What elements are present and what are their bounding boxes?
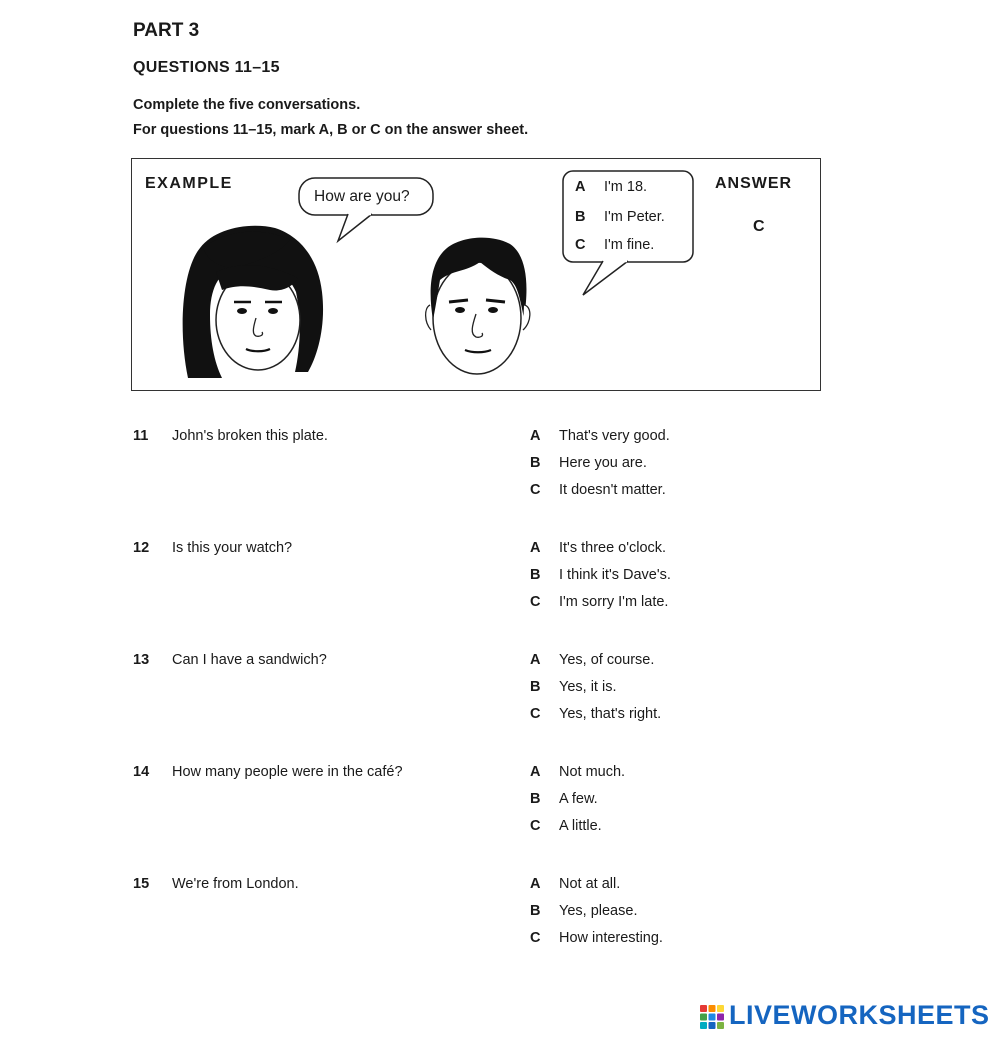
option-letter: A (530, 428, 541, 444)
q14-option-a[interactable] (530, 764, 625, 780)
option-letter: B (530, 567, 541, 583)
woman-face-illustration (183, 226, 323, 378)
option-text: Yes, of course. (559, 652, 655, 668)
option-letter: B (530, 791, 541, 807)
option-letter: B (530, 903, 541, 919)
q13-option-a[interactable] (530, 652, 654, 668)
q11-option-b[interactable] (530, 455, 647, 471)
q13-option-c[interactable] (530, 706, 661, 722)
question-number-13: 13 (133, 652, 150, 668)
example-label: EXAMPLE (145, 175, 233, 192)
option-letter: C (530, 818, 541, 834)
q15-option-b[interactable] (530, 903, 637, 919)
option-letter: A (530, 652, 541, 668)
q11-option-a[interactable] (530, 428, 670, 444)
q12-option-b[interactable] (530, 567, 671, 583)
option-text: That's very good. (559, 428, 670, 444)
option-letter: B (530, 455, 541, 471)
question-text-14: How many people were in the café? (172, 764, 403, 780)
question-number-12: 12 (133, 540, 150, 556)
q14-option-b[interactable] (530, 791, 598, 807)
option-text: Yes, that's right. (559, 706, 662, 722)
question-text-11: John's broken this plate. (172, 428, 328, 444)
option-letter: C (530, 482, 541, 498)
option-text: I think it's Dave's. (559, 567, 671, 583)
option-text: Yes, it is. (559, 679, 617, 695)
example-option-b (575, 209, 665, 225)
option-letter: A (530, 876, 541, 892)
option-letter: C (530, 930, 541, 946)
q12-option-a[interactable] (530, 540, 666, 556)
q12-option-c[interactable] (530, 594, 668, 610)
option-letter: A (530, 764, 541, 780)
example-illustration (0, 0, 1000, 400)
option-text: Here you are. (559, 455, 647, 471)
question-number-11: 11 (133, 428, 149, 444)
option-text: I'm sorry I'm late. (559, 594, 669, 610)
q15-option-a[interactable] (530, 876, 620, 892)
option-letter: C (530, 594, 541, 610)
q11-option-c[interactable] (530, 482, 666, 498)
option-text: I'm Peter. (604, 209, 665, 225)
option-letter: C (575, 237, 586, 253)
option-text: A little. (559, 818, 602, 834)
option-text: I'm 18. (604, 179, 648, 195)
option-text: Not at all. (559, 876, 621, 892)
option-text: I'm fine. (604, 237, 655, 253)
option-text: Not much. (559, 764, 626, 780)
logo-grid-icon (700, 1005, 724, 1029)
option-text: A few. (559, 791, 598, 807)
example-option-c (575, 237, 654, 253)
option-letter: A (575, 179, 586, 195)
option-text: How interesting. (559, 930, 663, 946)
q13-option-b[interactable] (530, 679, 617, 695)
example-answer: C (753, 218, 765, 235)
question-number-15: 15 (133, 876, 150, 892)
option-letter: C (530, 706, 541, 722)
option-letter: A (530, 540, 541, 556)
part-title: PART 3 (133, 20, 200, 41)
option-letter: B (575, 209, 586, 225)
question-text-13: Can I have a sandwich? (172, 652, 327, 668)
instruction-line-1: Complete the five conversations. (133, 97, 361, 113)
example-question-text: How are you? (314, 188, 410, 205)
instruction-line-2: For questions 11–15, mark A, B or C on the answer sheet. (133, 122, 529, 138)
questions-range: QUESTIONS 11–15 (133, 59, 280, 76)
question-text-15: We're from London. (172, 876, 299, 892)
example-option-a (575, 179, 647, 195)
option-text: Yes, please. (559, 903, 638, 919)
logo-text: LIVEWORKSHEETS (729, 1000, 990, 1030)
question-text-12: Is this your watch? (172, 540, 293, 556)
option-text: It's three o'clock. (559, 540, 667, 556)
question-number-14: 14 (133, 764, 150, 780)
option-text: It doesn't matter. (559, 482, 666, 498)
man-face-illustration (426, 238, 530, 374)
option-letter: B (530, 679, 541, 695)
q14-option-c[interactable] (530, 818, 602, 834)
q15-option-c[interactable] (530, 930, 663, 946)
answer-label: ANSWER (715, 175, 793, 192)
